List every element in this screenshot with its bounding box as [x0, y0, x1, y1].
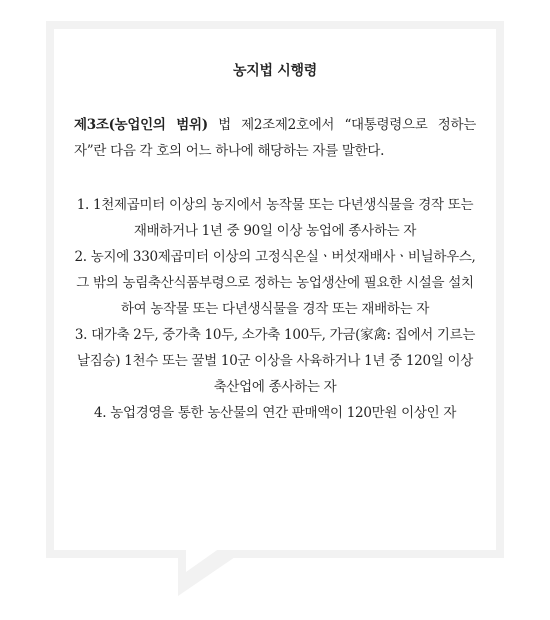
article-body: 법 제2조제2호에서 “대통령령으로 정하는 자”란 다음 각 호의 어느 하나에 해당하는 자를 말한다.: [74, 117, 476, 159]
article-item: 3. 대가축 2두, 중가축 10두, 소가축 100두, 가금(家禽: 집에서 기르는 날짐승) 1천수 또는 꿀벌 10군 이상을 사육하거나 1년 중 120일 이상 축산업에 종사하는 자: [74, 327, 476, 395]
article-item: 1. 1천제곱미터 이상의 농지에서 농작물 또는 다년생식물을 경작 또는 재배하거나 1년 중 90일 이상 농업에 종사하는 자: [76, 197, 474, 239]
article-item: 4. 농업경영을 통한 농산물의 연간 판매액이 120만원 이상인 자: [93, 405, 457, 421]
article-intro: [74, 112, 476, 164]
document-content: [74, 58, 476, 426]
article-item: 2. 농지에 330제곱미터 이상의 고정식온실ㆍ버섯재배사ㆍ비닐하우스, 그 밖의 농림축산식품부령으로 정하는 농업생산에 필요한 시설을 설치하여 농작물 또는 다년생식물을 경작 또는 재배하는 자: [74, 249, 476, 317]
document-title: 농지법 시행령: [233, 63, 317, 79]
article-item-list: [74, 192, 476, 426]
article-heading: 제3조(농업인의 범위): [74, 117, 208, 133]
